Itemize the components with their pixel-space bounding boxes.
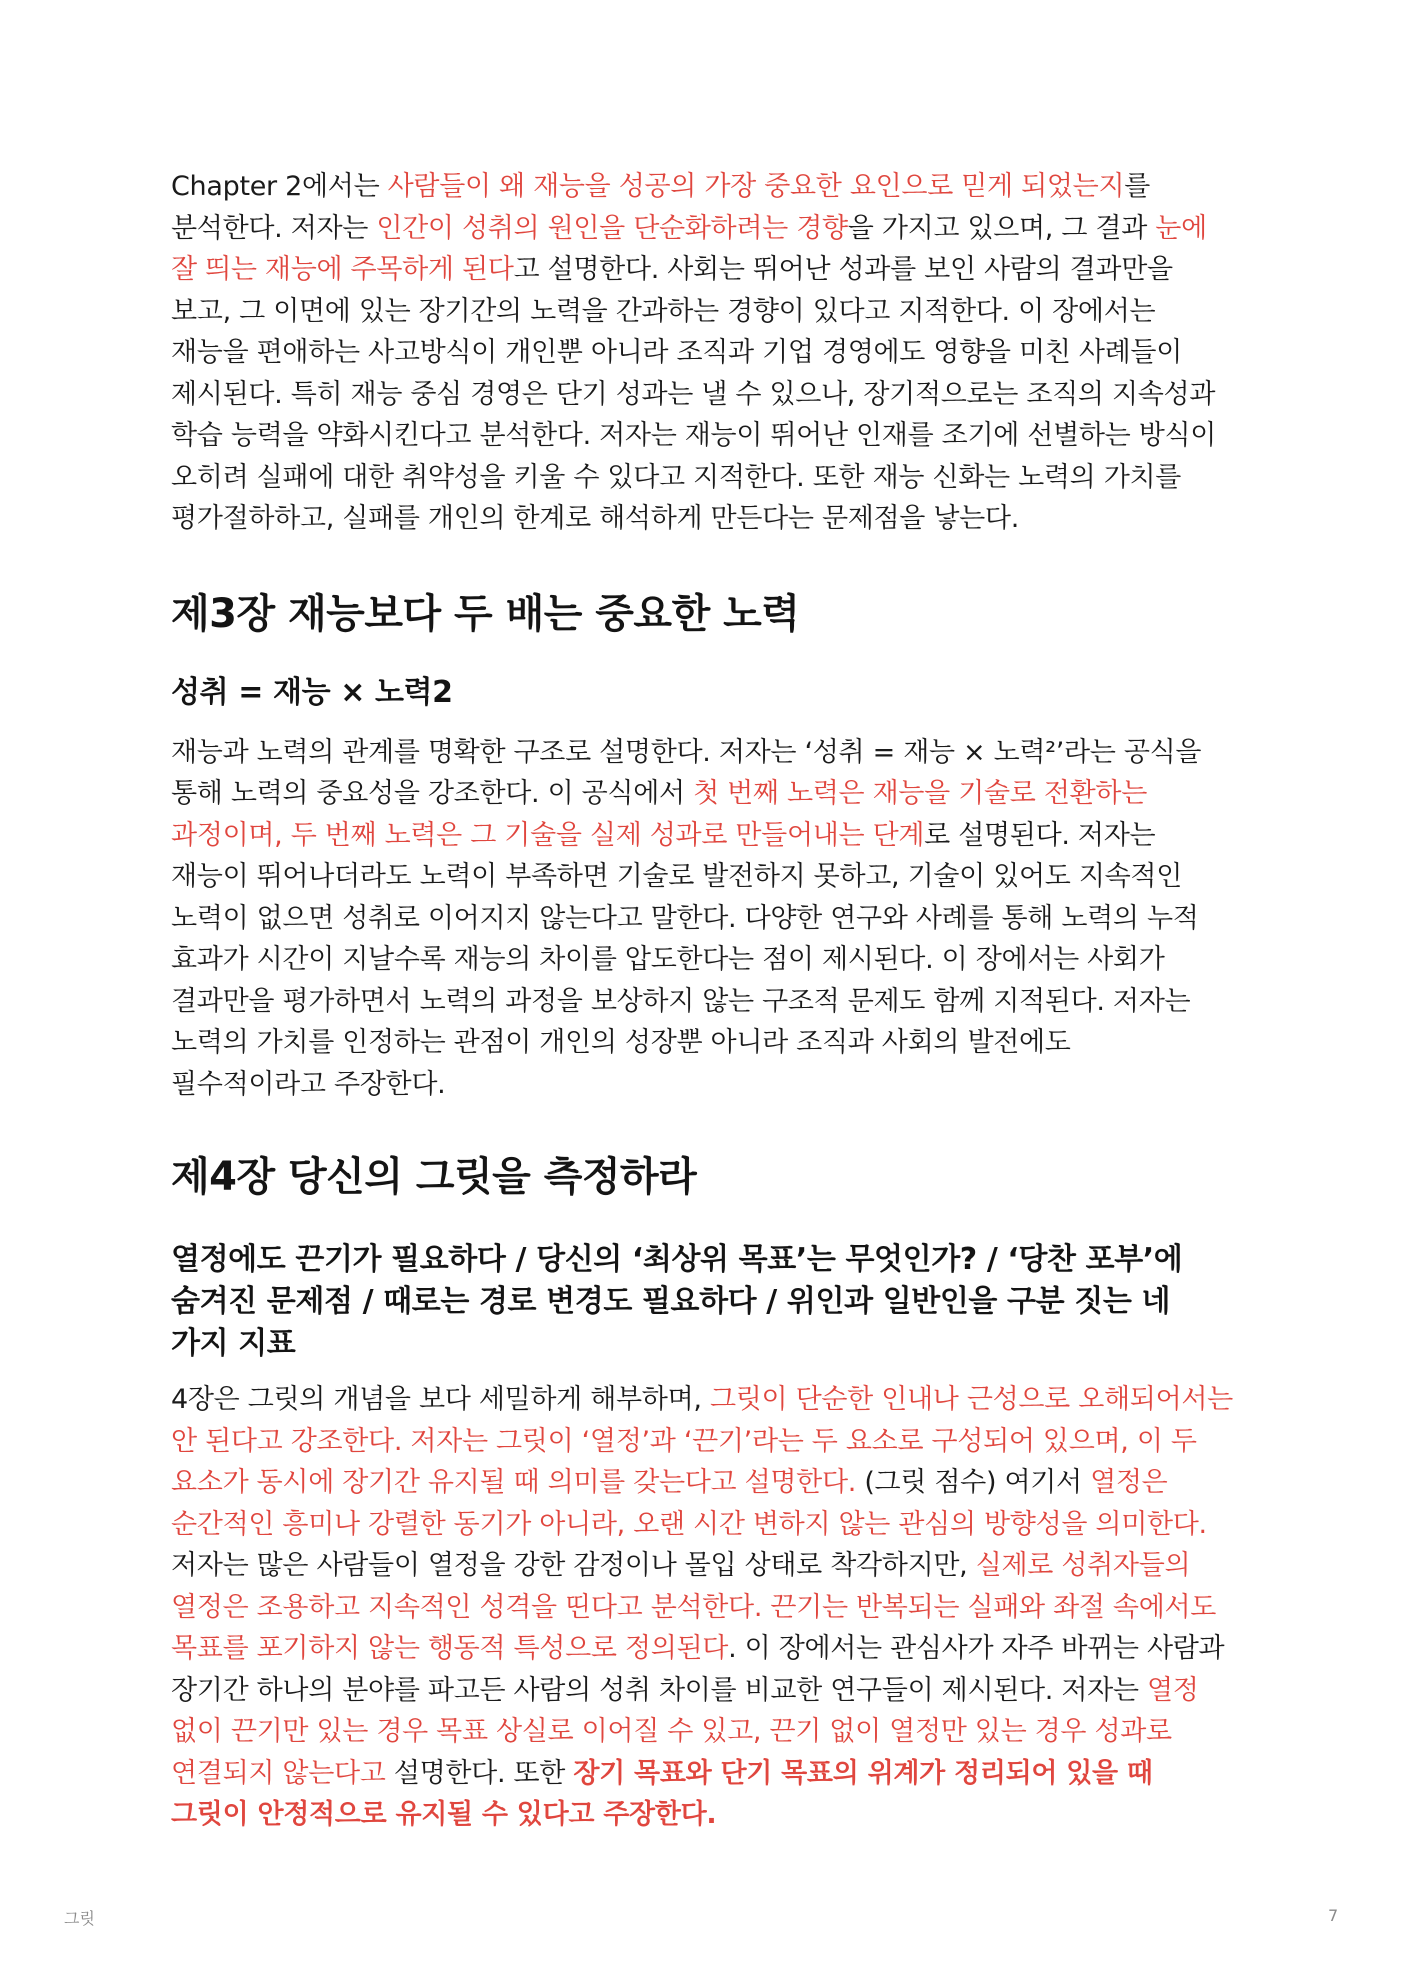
highlight-segment: 실제로 성취자들의 열정은 조용하고 지속적인 성격을 띤다고 분석한다. 끈기는 반복되는 실패와 좌절 속에서도 목표를 포기하지 않는 행동적 특성으로 정의된다 <box>171 1550 1217 1664</box>
highlight-segment: 사람들이 왜 재능을 성공의 가장 중요한 요인으로 믿게 되었는지 <box>387 171 1125 202</box>
text-segment: Chapter 2에서는 <box>171 171 388 202</box>
highlight-segment: 그릿이 단순한 인내나 근성으로 오해되어서는 안 된다고 강조한다. 저자는 그릿이 ‘열정’과 ‘끈기’라는 두 요소로 구성되어 있으며, 이 두 요소가 동시에 장기간 유지될 때 의미를 갖는다고 설명한다. <box>171 1384 1233 1498</box>
chapter3-title: 제3장 재능보다 두 배는 중요한 노력 <box>171 590 800 637</box>
text-segment: 재능과 노력의 관계를 명확한 구조로 설명한다. 저자는 ‘성취 = 재능 × 노력²’라는 공식을 통해 노력의 중요성을 강조한다. 이 공식에서 <box>171 736 1202 809</box>
text-segment: 를 분석한다. 저자는 <box>171 171 1151 244</box>
text-segment: (그릿 점수) 여기서 <box>856 1467 1091 1498</box>
chapter3-subtitle: 성취 = 재능 × 노력2 <box>171 674 453 710</box>
highlight-segment: 눈에 잘 띄는 재능에 주목하게 된다 <box>171 212 1207 285</box>
text-segment: . 이 장에서는 관심사가 자주 바뀌는 사람과 장기간 하나의 분야를 파고든 사람의 성취 차이를 비교한 연구들이 제시된다. 저자는 <box>171 1633 1225 1706</box>
chapter2-paragraph <box>171 166 1233 540</box>
chapter4-paragraph <box>171 1379 1233 1836</box>
footer-book-title: 그릿 <box>64 1909 95 1928</box>
footer-page-number: 7 <box>1328 1906 1339 1925</box>
chapter4-subtitle: 열정에도 끈기가 필요하다 / 당신의 ‘최상위 목표’는 무엇인가? / ‘당찬 포부’에 숨겨진 문제점 / 때로는 경로 변경도 필요하다 / 위인과 일반인을 구분 짓는 네 가지 지표 <box>171 1242 1183 1361</box>
chapter4-title: 제4장 당신의 그릿을 측정하라 <box>171 1154 697 1200</box>
text-segment: 4장은 그릿의 개념을 보다 세밀하게 해부하며, <box>171 1384 710 1415</box>
text-segment: 을 가지고 있으며, 그 결과 <box>847 212 1156 244</box>
highlight-segment: 열정 없이 끈기만 있는 경우 목표 상실로 이어질 수 있고, 끈기 없이 열정만 있는 경우 성과로 연결되지 않는다고 <box>171 1674 1199 1789</box>
chapter3-paragraph <box>171 732 1233 1106</box>
highlight-segment: 인간이 성취의 원인을 단순화하려는 경향 <box>376 212 848 244</box>
highlight-segment: 열정은 순간적인 흥미나 강렬한 동기가 아니라, 오랜 시간 변하지 않는 관심의 방향성을 의미한다. <box>171 1467 1207 1540</box>
document-body <box>171 166 1233 1836</box>
highlight-segment: 첫 번째 노력은 재능을 기술로 전환하는 과정이며, 두 번째 노력은 그 기술을 실제 성과로 만들어내는 단계 <box>171 778 1147 851</box>
text-segment: 고 설명한다. 사회는 뛰어난 성과를 보인 사람의 결과만을 보고, 그 이면에 있는 장기간의 노력을 간과하는 경향이 있다고 지적한다. 이 장에서는 재능을 편애하는 사고방식이 개인뿐 아니라 조직과 기업 경영에도 영향을 미친 사례들이 제시된다. 특히 재능 중심 경영은 단기 성과는 낼 수 있으나, 장기적으로는 조직의 지속성과 학습 능력을 약화시킨다고 분석한다. 저자는 재능이 뛰어난 인재를 조기에 선별하는 방식이 오히려 실패에 대한 취약성을 키울 수 있다고 지적한다. 또한 재능 신화는 노력의 가치를 평가절하하고, 실패를 개인의 한계로 해석하게 만든다는 문제점을 낳는다. <box>171 254 1217 534</box>
text-segment: 저자는 많은 사람들이 열정을 강한 감정이나 몰입 상태로 착각하지만, <box>171 1550 976 1581</box>
text-segment: 설명한다. 또한 <box>385 1757 574 1789</box>
bold-highlight-segment: 장기 목표와 단기 목표의 위계가 정리되어 있을 때 그릿이 안정적으로 유지될 수 있다고 주장한다. <box>171 1757 1153 1830</box>
text-segment: 로 설명된다. 저자는 재능이 뛰어나더라도 노력이 부족하면 기술로 발전하지 못하고, 기술이 있어도 지속적인 노력이 없으면 성취로 이어지지 않는다고 말한다. 다양한 연구와 사례를 통해 노력의 누적 효과가 시간이 지날수록 재능의 차이를 압도한다는 점이 제시된다. 이 장에서는 사회가 결과만을 평가하면서 노력의 과정을 보상하지 않는 구조적 문제도 함께 지적된다. 저자는 노력의 가치를 인정하는 관점이 개인의 성장뿐 아니라 조직과 사회의 발전에도 필수적이라고 주장한다. <box>171 819 1199 1100</box>
